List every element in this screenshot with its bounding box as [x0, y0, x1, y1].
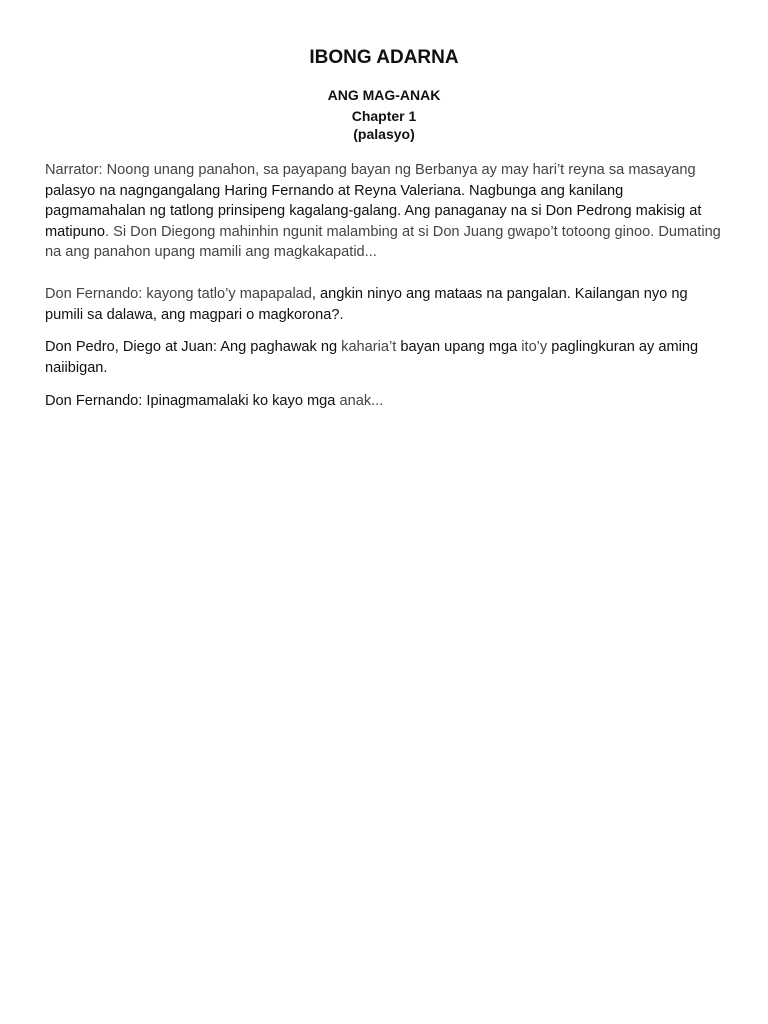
princes-intro-text: Don Pedro, Diego at Juan: Ang paghawak ng: [45, 339, 338, 355]
princes-body-text: bayan upang mga: [396, 339, 518, 355]
princes-mid-text: kaharia’t: [337, 339, 397, 355]
document-title: IBONG ADARNA: [309, 47, 459, 68]
document-subtitle: ANG MAG-ANAK: [327, 87, 441, 103]
don-fernando-intro-text: Don Fernando: kayong tatlo’y mapapalad: [45, 286, 312, 302]
don-fernando-paragraph-1: [45, 284, 725, 325]
chapter-label: Chapter 1: [351, 108, 417, 124]
narrator-intro-text: Narrator: Noong unang panahon, sa payapang bayan ng Berbanya ay may hari’t reyna sa masayang: [45, 162, 696, 178]
setting-label: (palasyo): [353, 126, 415, 142]
narrator-body-text: palasyo na nagngangalang Haring Fernando at Reyna Valeriana. Nagbunga ang kanilang pagmamahalan ng tatlong prinsipeng kagalang-galang. Ang panaganay na si Don Pedrong makisig at matipuno: [45, 182, 702, 240]
don-fernando-closing-tail: anak...: [335, 393, 384, 409]
don-fernando-body-text: , angkin ninyo ang mataas na pangalan. Kailangan nyo ng pumili sa dalawa, ang magpari o magkorona?.: [45, 286, 688, 323]
princes-body2-text: paglingkuran ay aming naiibigan.: [45, 339, 699, 376]
narrator-tail-text: . Si Don Diegong mahinhin ngunit malambing at si Don Juang gwapo’t totoong ginoo. Dumating na ang panahon upang mamili ang magkakapatid...: [45, 223, 721, 260]
don-fernando-paragraph-2: [45, 391, 725, 412]
don-fernando-closing-text: Don Fernando: Ipinagmamalaki ko kayo mga: [45, 393, 336, 409]
princes-mid2-text: ito’y: [517, 339, 548, 355]
princes-paragraph: [45, 337, 725, 378]
narrator-paragraph: [45, 160, 725, 263]
